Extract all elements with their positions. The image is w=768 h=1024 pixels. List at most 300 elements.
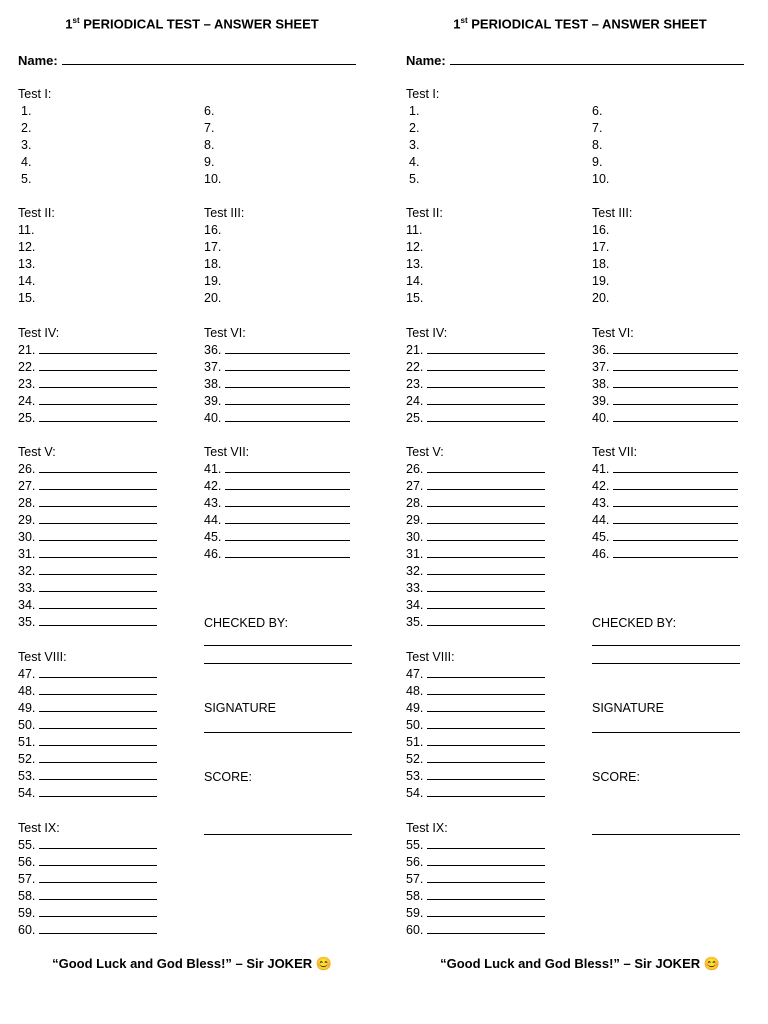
item-number: 8. — [204, 138, 215, 152]
item-number: 20. — [592, 291, 610, 305]
answer-blank[interactable] — [427, 701, 545, 712]
answer-item — [204, 342, 350, 359]
answer-blank[interactable] — [39, 513, 157, 524]
item-number: 50. — [18, 718, 36, 732]
answer-blank[interactable] — [39, 530, 157, 541]
answer-item — [406, 512, 545, 529]
item-number: 21. — [18, 343, 36, 357]
name-label: Name: — [18, 53, 58, 68]
item-number: 34. — [406, 598, 424, 612]
name-row — [406, 52, 744, 68]
answer-item — [18, 768, 157, 785]
answer-blank[interactable] — [427, 530, 545, 541]
signature-line[interactable] — [204, 663, 352, 664]
item-number: 58. — [406, 889, 424, 903]
answer-item — [406, 751, 545, 768]
item-number: 34. — [18, 598, 36, 612]
answer-blank[interactable] — [39, 360, 157, 371]
answer-blank[interactable] — [225, 547, 350, 558]
item-number: 37. — [204, 360, 222, 374]
item-number: 28. — [406, 496, 424, 510]
answer-blank[interactable] — [427, 343, 545, 354]
answer-blank[interactable] — [225, 479, 350, 490]
item-number: 42. — [204, 479, 222, 493]
item-number: 55. — [406, 838, 424, 852]
section-label: Test IV: — [18, 326, 60, 340]
answer-blank[interactable] — [427, 906, 545, 917]
answer-item — [592, 546, 738, 563]
item-number: 27. — [406, 479, 424, 493]
answer-blank[interactable] — [39, 769, 157, 780]
answer-blank[interactable] — [613, 411, 738, 422]
answer-item — [592, 103, 602, 120]
answer-item — [18, 683, 157, 700]
answer-item — [592, 273, 609, 290]
section-label: SIGNATURE — [592, 701, 664, 715]
answer-blank[interactable] — [225, 496, 350, 507]
answer-item — [406, 837, 545, 854]
section-label: Test I: — [406, 87, 440, 101]
item-number: 47. — [18, 667, 36, 681]
sheet-title — [388, 16, 768, 31]
answer-item — [592, 410, 738, 427]
answer-item — [406, 854, 545, 871]
answer-blank[interactable] — [427, 872, 545, 883]
answer-item — [406, 239, 423, 256]
answer-blank[interactable] — [427, 394, 545, 405]
item-number: 36. — [592, 343, 610, 357]
answer-blank[interactable] — [39, 752, 157, 763]
answer-item — [409, 171, 419, 188]
item-number: 24. — [406, 394, 424, 408]
item-number: 5. — [409, 172, 420, 186]
answer-item — [204, 393, 350, 410]
answer-blank[interactable] — [427, 462, 545, 473]
answer-item — [592, 359, 738, 376]
section-label: Test V: — [18, 445, 56, 459]
item-number: 44. — [204, 513, 222, 527]
answer-blank[interactable] — [225, 513, 350, 524]
answer-item — [592, 376, 738, 393]
item-number: 25. — [406, 411, 424, 425]
answer-item — [18, 342, 157, 359]
item-number: 43. — [592, 496, 610, 510]
answer-item — [18, 922, 157, 939]
name-field[interactable] — [62, 52, 356, 65]
item-number: 22. — [18, 360, 36, 374]
answer-blank[interactable] — [39, 564, 157, 575]
answer-item — [18, 614, 157, 631]
item-number: 2. — [21, 121, 32, 135]
answer-blank[interactable] — [225, 377, 350, 388]
answer-blank[interactable] — [39, 343, 157, 354]
section-label: Test V: — [406, 445, 444, 459]
item-number: 38. — [592, 377, 610, 391]
item-number: 17. — [592, 240, 610, 254]
item-number: 17. — [204, 240, 222, 254]
answer-item — [406, 222, 422, 239]
answer-blank[interactable] — [39, 411, 157, 422]
answer-item — [204, 410, 350, 427]
item-number: 22. — [406, 360, 424, 374]
answer-blank[interactable] — [39, 667, 157, 678]
answer-item — [406, 717, 545, 734]
answer-item — [406, 785, 545, 802]
answer-item — [204, 512, 350, 529]
item-number: 33. — [18, 581, 36, 595]
item-number: 11. — [18, 223, 35, 237]
item-number: 42. — [592, 479, 610, 493]
item-number: 14. — [406, 274, 424, 288]
item-number: 1. — [409, 104, 420, 118]
item-number: 9. — [204, 155, 215, 169]
item-number: 3. — [409, 138, 420, 152]
item-number: 16. — [204, 223, 222, 237]
answer-blank[interactable] — [39, 906, 157, 917]
answer-item — [204, 461, 350, 478]
answer-blank[interactable] — [225, 462, 350, 473]
section-label: Test II: — [18, 206, 55, 220]
item-number: 27. — [18, 479, 36, 493]
answer-item — [409, 137, 419, 154]
item-number: 46. — [592, 547, 610, 561]
answer-item — [204, 273, 221, 290]
item-number: 50. — [406, 718, 424, 732]
item-number: 4. — [21, 155, 32, 169]
item-number: 49. — [18, 701, 36, 715]
answer-item — [18, 512, 157, 529]
item-number: 54. — [18, 786, 36, 800]
answer-blank[interactable] — [613, 360, 738, 371]
item-number: 5. — [21, 172, 32, 186]
answer-blank[interactable] — [427, 564, 545, 575]
title-number: 1 — [65, 16, 73, 32]
answer-blank[interactable] — [427, 735, 545, 746]
answer-blank[interactable] — [39, 923, 157, 934]
item-number: 54. — [406, 786, 424, 800]
answer-item — [592, 222, 609, 239]
answer-item — [592, 171, 609, 188]
answer-item — [406, 666, 545, 683]
answer-item — [592, 461, 738, 478]
answer-blank[interactable] — [427, 411, 545, 422]
signature-line[interactable] — [592, 834, 740, 835]
item-number: 59. — [18, 906, 36, 920]
answer-item — [406, 888, 545, 905]
answer-item — [406, 410, 545, 427]
answer-blank[interactable] — [613, 547, 738, 558]
item-number: 41. — [204, 462, 222, 476]
answer-item — [21, 120, 31, 137]
answer-item — [592, 529, 738, 546]
answer-blank[interactable] — [39, 701, 157, 712]
answer-blank[interactable] — [39, 462, 157, 473]
answer-item — [406, 683, 545, 700]
item-number: 19. — [204, 274, 222, 288]
answer-item — [406, 273, 423, 290]
answer-item — [18, 888, 157, 905]
section-label: Test VIII: — [18, 650, 67, 664]
answer-blank[interactable] — [427, 598, 545, 609]
item-number: 56. — [18, 855, 36, 869]
name-label: Name: — [406, 53, 446, 68]
footer-quote: “Good Luck and God Bless!” – Sir JOKER 😊 — [52, 956, 332, 971]
answer-blank[interactable] — [39, 581, 157, 592]
answer-blank[interactable] — [427, 547, 545, 558]
item-number: 41. — [592, 462, 610, 476]
section-label: SIGNATURE — [204, 701, 276, 715]
answer-item — [18, 393, 157, 410]
item-number: 51. — [18, 735, 36, 749]
item-number: 58. — [18, 889, 36, 903]
answer-item — [21, 171, 31, 188]
signature-line[interactable] — [204, 834, 352, 835]
item-number: 9. — [592, 155, 603, 169]
answer-blank[interactable] — [225, 360, 350, 371]
answer-item — [406, 290, 423, 307]
section-label: Test VII: — [204, 445, 250, 459]
answer-item — [18, 580, 157, 597]
answer-item — [21, 103, 31, 120]
item-number: 30. — [406, 530, 424, 544]
item-number: 12. — [18, 240, 36, 254]
answer-item — [204, 376, 350, 393]
item-number: 33. — [406, 581, 424, 595]
answer-blank[interactable] — [613, 530, 738, 541]
item-number: 47. — [406, 667, 424, 681]
answer-blank[interactable] — [225, 411, 350, 422]
answer-item — [406, 700, 545, 717]
answer-blank[interactable] — [613, 462, 738, 473]
item-number: 55. — [18, 838, 36, 852]
answer-blank[interactable] — [39, 855, 157, 866]
answer-item — [592, 512, 738, 529]
answer-blank[interactable] — [427, 615, 545, 626]
item-number: 53. — [406, 769, 424, 783]
section-label: Test VI: — [204, 326, 246, 340]
item-number: 35. — [406, 615, 424, 629]
answer-item — [592, 154, 602, 171]
signature-line[interactable] — [592, 663, 740, 664]
answer-sheet-right — [388, 0, 768, 1024]
item-number: 25. — [18, 411, 36, 425]
item-number: 43. — [204, 496, 222, 510]
answer-item — [18, 478, 157, 495]
item-number: 26. — [18, 462, 36, 476]
answer-item — [406, 393, 545, 410]
signature-line[interactable] — [204, 645, 352, 646]
answer-item — [406, 529, 545, 546]
answer-blank[interactable] — [39, 615, 157, 626]
answer-item — [592, 342, 738, 359]
answer-item — [204, 239, 221, 256]
answer-blank[interactable] — [427, 377, 545, 388]
section-label: SCORE: — [204, 770, 252, 784]
answer-blank[interactable] — [225, 343, 350, 354]
answer-item — [592, 256, 609, 273]
answer-blank[interactable] — [225, 530, 350, 541]
answer-item — [406, 768, 545, 785]
item-number: 23. — [18, 377, 36, 391]
answer-blank[interactable] — [427, 479, 545, 490]
section-label: CHECKED BY: — [592, 616, 677, 630]
title-superscript: st — [460, 16, 468, 25]
item-number: 31. — [18, 547, 36, 561]
section-label: Test II: — [406, 206, 443, 220]
item-number: 38. — [204, 377, 222, 391]
answer-blank[interactable] — [427, 360, 545, 371]
answer-item — [18, 529, 157, 546]
signature-line[interactable] — [592, 732, 740, 733]
title-text: PERIODICAL TEST – ANSWER SHEET — [79, 16, 319, 32]
item-number: 29. — [18, 513, 36, 527]
answer-blank[interactable] — [613, 377, 738, 388]
answer-item — [406, 597, 545, 614]
answer-blank[interactable] — [427, 889, 545, 900]
answer-blank[interactable] — [613, 479, 738, 490]
answer-blank[interactable] — [427, 684, 545, 695]
answer-blank[interactable] — [427, 923, 545, 934]
answer-blank[interactable] — [39, 684, 157, 695]
answer-item — [18, 666, 157, 683]
answer-item — [18, 785, 157, 802]
answer-item — [18, 359, 157, 376]
signature-line[interactable] — [204, 732, 352, 733]
answer-item — [406, 461, 545, 478]
answer-blank[interactable] — [613, 343, 738, 354]
answer-item — [406, 478, 545, 495]
item-number: 60. — [18, 923, 36, 937]
item-number: 49. — [406, 701, 424, 715]
answer-blank[interactable] — [39, 394, 157, 405]
answer-item — [592, 495, 738, 512]
answer-blank[interactable] — [427, 667, 545, 678]
answer-blank[interactable] — [427, 769, 545, 780]
answer-item — [18, 597, 157, 614]
answer-item — [18, 563, 157, 580]
answer-blank[interactable] — [39, 786, 157, 797]
answer-item — [204, 222, 221, 239]
answer-blank[interactable] — [39, 479, 157, 490]
answer-item — [21, 137, 31, 154]
answer-blank[interactable] — [427, 838, 545, 849]
answer-item — [18, 410, 157, 427]
answer-blank[interactable] — [427, 581, 545, 592]
answer-blank[interactable] — [613, 394, 738, 405]
answer-item — [204, 256, 221, 273]
answer-item — [406, 495, 545, 512]
answer-blank[interactable] — [39, 889, 157, 900]
item-number: 32. — [406, 564, 424, 578]
section-label: Test IX: — [18, 821, 60, 835]
item-number: 23. — [406, 377, 424, 391]
answer-blank[interactable] — [427, 496, 545, 507]
item-number: 16. — [592, 223, 610, 237]
answer-item — [204, 495, 350, 512]
answer-item — [406, 614, 545, 631]
answer-blank[interactable] — [39, 547, 157, 558]
section-label: Test VIII: — [406, 650, 455, 664]
item-number: 52. — [18, 752, 36, 766]
section-label: SCORE: — [592, 770, 640, 784]
section-label: Test III: — [592, 206, 633, 220]
section-label: Test VI: — [592, 326, 634, 340]
answer-item — [18, 854, 157, 871]
answer-blank[interactable] — [39, 872, 157, 883]
answer-blank[interactable] — [225, 394, 350, 405]
answer-item — [409, 154, 419, 171]
answer-blank[interactable] — [427, 855, 545, 866]
answer-blank[interactable] — [39, 838, 157, 849]
answer-item — [204, 546, 350, 563]
item-number: 19. — [592, 274, 610, 288]
answer-item — [406, 580, 545, 597]
answer-blank[interactable] — [427, 786, 545, 797]
item-number: 18. — [204, 257, 222, 271]
item-number: 45. — [592, 530, 610, 544]
item-number: 6. — [592, 104, 603, 118]
item-number: 30. — [18, 530, 36, 544]
answer-blank[interactable] — [613, 496, 738, 507]
item-number: 3. — [21, 138, 32, 152]
section-label: Test I: — [18, 87, 52, 101]
signature-line[interactable] — [592, 645, 740, 646]
item-number: 52. — [406, 752, 424, 766]
item-number: 4. — [409, 155, 420, 169]
item-number: 35. — [18, 615, 36, 629]
answer-blank[interactable] — [427, 718, 545, 729]
answer-item — [204, 103, 214, 120]
answer-item — [406, 734, 545, 751]
answer-blank[interactable] — [39, 598, 157, 609]
answer-blank[interactable] — [39, 377, 157, 388]
item-number: 13. — [18, 257, 36, 271]
item-number: 39. — [592, 394, 610, 408]
title-number: 1 — [453, 16, 461, 32]
answer-blank[interactable] — [39, 718, 157, 729]
answer-item — [592, 290, 609, 307]
answer-blank[interactable] — [427, 752, 545, 763]
item-number: 57. — [18, 872, 36, 886]
item-number: 56. — [406, 855, 424, 869]
answer-blank[interactable] — [613, 513, 738, 524]
item-number: 14. — [18, 274, 36, 288]
answer-blank[interactable] — [39, 735, 157, 746]
name-field[interactable] — [450, 52, 744, 65]
footer-quote: “Good Luck and God Bless!” – Sir JOKER 😊 — [440, 956, 720, 971]
answer-item — [21, 154, 31, 171]
answer-item — [592, 239, 609, 256]
answer-blank[interactable] — [39, 496, 157, 507]
answer-item — [18, 837, 157, 854]
answer-item — [406, 342, 545, 359]
title-text: PERIODICAL TEST – ANSWER SHEET — [467, 16, 707, 32]
answer-item — [18, 717, 157, 734]
answer-item — [406, 546, 545, 563]
item-number: 40. — [592, 411, 610, 425]
answer-item — [204, 171, 221, 188]
item-number: 37. — [592, 360, 610, 374]
answer-item — [204, 359, 350, 376]
item-number: 21. — [406, 343, 424, 357]
sheet-title — [0, 16, 384, 31]
answer-blank[interactable] — [427, 513, 545, 524]
name-row — [18, 52, 356, 68]
answer-item — [204, 154, 214, 171]
item-number: 36. — [204, 343, 222, 357]
answer-item — [406, 359, 545, 376]
answer-item — [592, 478, 738, 495]
